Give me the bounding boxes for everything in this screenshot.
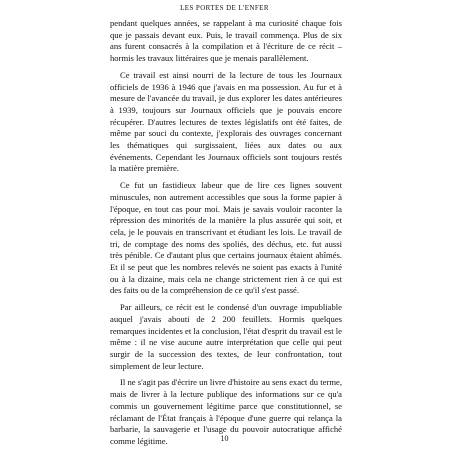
- paragraph: pendant quelques années, se rappelant à ma curiosité chaque fois que je passais devant eux. Puis, le travail commença. Plus de six ans furent consacrés à la compilation et à l'écriture de ce récit – hormis les travaux littéraires que je menais parallèlement.: [110, 18, 342, 64]
- running-header: LES PORTES DE L'ENFER: [180, 4, 269, 12]
- paragraph: Ce travail est ainsi nourri de la lecture de tous les Journaux officiels de 1936 à 1946 que j'avais en ma possession. Au fur et à mesure de l'avancée du travail, je dus explorer les dates antérieures à 1939, toujours sur Journaux officiels que je pouvais encore récupérer. D'autres lectures de textes législatifs ont été faites, de même par souci du contexte, j'explorais des ouvrages concernant les thématiques qui surgissaient, liées aux dates ou aux événements. Cependant les Journaux officiels sont toujours restés la matière première.: [110, 69, 342, 174]
- paragraph: Par ailleurs, ce récit est le condensé d'un ouvrage impubliable auquel j'avais abouti de 2 200 feuillets. Hormis quelques remarques incidentes et la conclusion, l'état d'esprit du travail est le même : il ne vise aucune autre interprétation que celle qui peut surgir de la succession des textes, de leur confrontation, tout simplement de leur lecture.: [110, 302, 342, 371]
- page-number: 10: [220, 434, 229, 443]
- paragraph: Ce fut un fastidieux labeur que de lire ces lignes souvent minuscules, non autrement accessibles que sous la forme papier à l'époque, en tout cas pour moi. Mais je savais vouloir raconter la répression des minorités de la manière la plus assurée qui soit, et cela, je le pouvais en transcrivant et étudiant les lois. Le travail de tri, de comptage des noms des spoliés, des déchus, etc. fut aussi très pénible. Ce d'autant plus que certains journaux étaient abîmés. Et il se peut que les nombres relevés ne soient pas exacts à l'unité ou à la dizaine, mais cela ne change strictement rien à ce qui est des faits ou de la compréhension de ce qu'il s'est passé.: [110, 180, 342, 296]
- paragraph: Il ne s'agit pas d'écrire un livre d'histoire au sens exact du terme, mais de livrer à la lecture publique des informations sur ce qu'a commis un gouvernement légitime parce que constitutionnel, se réclamant de l'État français à l'époque d'une guerre qui relança la barbarie, la sauvagerie et l'usage du pouvoir autocratique affiché comme légitime.: [110, 377, 342, 446]
- body-text: [110, 18, 342, 453]
